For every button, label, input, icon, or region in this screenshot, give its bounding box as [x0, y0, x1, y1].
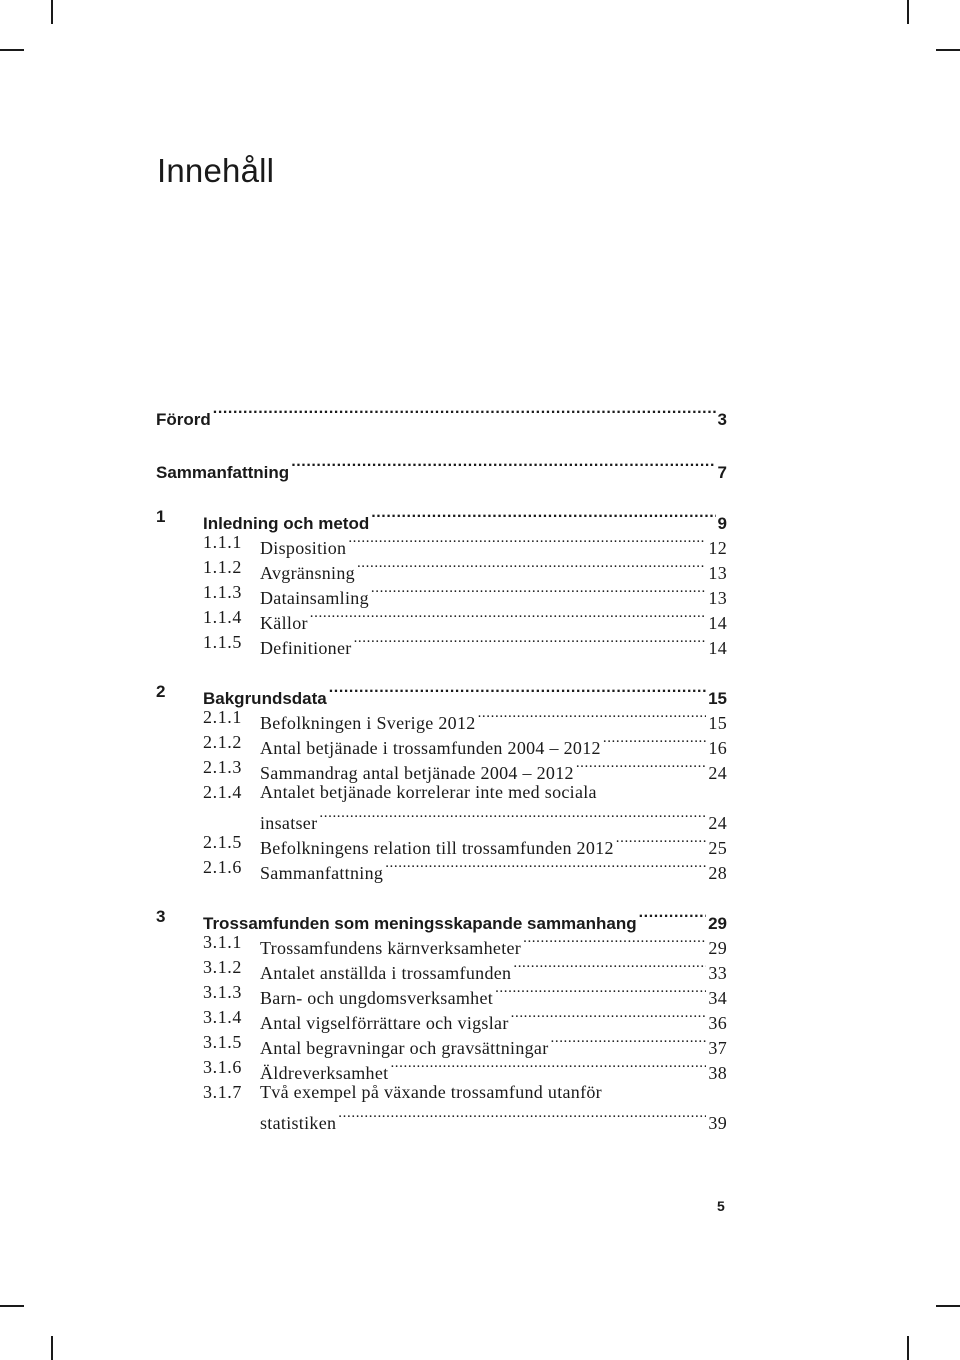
- crop-mark: [51, 1336, 53, 1360]
- toc-entry[interactable]: [260, 705, 727, 733]
- section-number: 3.1.1: [203, 932, 242, 952]
- dot-leader: [310, 605, 707, 629]
- section-number: 3.1.2: [203, 957, 242, 977]
- crop-mark: [51, 0, 53, 24]
- dot-leader: [329, 680, 706, 704]
- toc-entry[interactable]: [260, 630, 727, 658]
- toc-page-number: 29: [708, 914, 727, 933]
- toc-entry-label: Befolkningens relation till trossamfunden 2012: [260, 838, 614, 858]
- crop-mark: [0, 1305, 24, 1307]
- toc-page-number: 28: [708, 863, 727, 883]
- dot-leader: [338, 1105, 706, 1129]
- dot-leader: [354, 630, 707, 654]
- toc-page-number: 15: [708, 689, 727, 708]
- dot-leader: [390, 1055, 706, 1079]
- toc-entry[interactable]: [260, 530, 727, 558]
- toc-entry-label: Antal vigselförrättare och vigslar: [260, 1013, 509, 1033]
- dot-leader: [385, 855, 706, 879]
- toc-page-number: 16: [708, 738, 727, 758]
- toc-page-number: 13: [708, 563, 727, 583]
- chapter-number: 2: [156, 682, 166, 701]
- toc-page-number: 24: [708, 763, 727, 783]
- dot-leader: [513, 955, 706, 979]
- section-number: 2.1.1: [203, 707, 242, 727]
- page-title: Innehåll: [157, 152, 275, 189]
- toc-entry[interactable]: [260, 830, 727, 858]
- toc-entry-label: Två exempel på växande trossamfund utanför: [260, 1082, 602, 1102]
- toc-entry-label: Antal betjänade i trossamfunden 2004 – 2012: [260, 738, 601, 758]
- toc-entry-label: statistiken: [260, 1113, 337, 1133]
- toc-entry-label: Antalet anställda i trossamfunden: [260, 963, 512, 983]
- crop-mark: [936, 1305, 960, 1307]
- crop-mark: [907, 0, 909, 24]
- toc-entry-label: Bakgrundsdata: [203, 689, 327, 708]
- toc-page-number: 38: [708, 1063, 727, 1083]
- toc-entry[interactable]: [260, 555, 727, 583]
- toc-page-number: 29: [708, 938, 727, 958]
- toc-entry-label: Sammandrag antal betjänade 2004 – 2012: [260, 763, 574, 783]
- toc-entry-label: Trossamfunden som meningsskapande sammanhang: [203, 914, 637, 933]
- section-number: 2.1.6: [203, 857, 242, 877]
- section-number: 3.1.4: [203, 1007, 242, 1027]
- section-number: 1.1.1: [203, 532, 242, 552]
- section-number: 2.1.5: [203, 832, 242, 852]
- toc-page-number: 14: [708, 638, 727, 658]
- toc-entry[interactable]: [260, 730, 727, 758]
- crop-mark: [907, 1336, 909, 1360]
- toc-entry[interactable]: [260, 755, 727, 783]
- section-number: 2.1.2: [203, 732, 242, 752]
- dot-leader: [616, 830, 707, 854]
- toc-entry-label: Källor: [260, 613, 308, 633]
- toc-page-number: 33: [708, 963, 727, 983]
- dot-leader: [371, 580, 707, 604]
- dot-leader: [291, 454, 715, 478]
- toc-entry[interactable]: [260, 980, 727, 1008]
- dot-leader: [523, 930, 706, 954]
- dot-leader: [551, 1030, 707, 1054]
- toc-page-number: 24: [708, 813, 727, 833]
- toc-entry[interactable]: [156, 454, 727, 482]
- toc-page-number: 7: [717, 463, 727, 482]
- toc-entry-label: Disposition: [260, 538, 347, 558]
- section-number: 1.1.5: [203, 632, 242, 652]
- toc-entry[interactable]: [203, 505, 727, 533]
- section-number: 1.1.3: [203, 582, 242, 602]
- toc-entry[interactable]: [203, 905, 727, 933]
- dot-leader: [357, 555, 706, 579]
- toc-entry-label: Definitioner: [260, 638, 352, 658]
- toc-entry-label: Befolkningen i Sverige 2012: [260, 713, 476, 733]
- dot-leader: [495, 980, 706, 1004]
- section-number: 3.1.3: [203, 982, 242, 1002]
- toc-page-number: 39: [708, 1113, 727, 1133]
- chapter-number: 3: [156, 907, 166, 926]
- section-number: 3.1.5: [203, 1032, 242, 1052]
- toc-page-number: 37: [708, 1038, 727, 1058]
- section-number: 2.1.3: [203, 757, 242, 777]
- crop-mark: [0, 49, 24, 51]
- dot-leader: [639, 905, 706, 929]
- toc-page-number: 14: [708, 613, 727, 633]
- section-number: 2.1.4: [203, 782, 242, 802]
- dot-leader: [371, 505, 715, 529]
- toc-entry[interactable]: [260, 930, 727, 958]
- toc-page-number: 3: [717, 410, 727, 429]
- toc-entry-label: Inledning och metod: [203, 514, 370, 533]
- toc-page-number: 13: [708, 588, 727, 608]
- toc-entry[interactable]: [156, 401, 727, 429]
- toc-entry-label: Avgränsning: [260, 563, 355, 583]
- toc-entry-label: Trossamfundens kärnverksamheter: [260, 938, 522, 958]
- dot-leader: [213, 401, 716, 425]
- toc-entry[interactable]: [260, 1030, 727, 1058]
- toc-entry[interactable]: [260, 1055, 727, 1083]
- toc-entry[interactable]: [260, 855, 727, 883]
- toc-entry-label: Förord: [156, 410, 211, 429]
- dot-leader: [603, 730, 707, 754]
- toc-page-number: 36: [708, 1013, 727, 1033]
- toc-entry-label: Datainsamling: [260, 588, 369, 608]
- toc-entry[interactable]: [260, 1005, 727, 1033]
- toc-entry-label: insatser: [260, 813, 318, 833]
- toc-entry-label: Sammanfattning: [156, 463, 290, 482]
- dot-leader: [478, 705, 707, 729]
- toc-entry-label: Äldreverksamhet: [260, 1063, 389, 1083]
- toc-page-number: 12: [708, 538, 727, 558]
- toc-entry[interactable]: [260, 955, 727, 983]
- dot-leader: [319, 805, 706, 829]
- chapter-number: 1: [156, 507, 166, 526]
- toc-entry-label: Sammanfattning: [260, 863, 384, 883]
- toc-entry[interactable]: [260, 605, 727, 633]
- section-number: 3.1.7: [203, 1082, 242, 1102]
- crop-mark: [936, 49, 960, 51]
- dot-leader: [348, 530, 706, 554]
- toc-entry-label: Antal begravningar och gravsättningar: [260, 1038, 549, 1058]
- dot-leader: [511, 1005, 707, 1029]
- toc-entry-label: Barn- och ungdomsverksamhet: [260, 988, 494, 1008]
- page-number: 5: [717, 1198, 725, 1214]
- toc-entry-label: Antalet betjänade korrelerar inte med sociala: [260, 782, 597, 802]
- toc-entry[interactable]: [203, 680, 727, 708]
- toc-entry[interactable]: [260, 580, 727, 608]
- toc-page-number: 9: [717, 514, 727, 533]
- section-number: 1.1.2: [203, 557, 242, 577]
- toc-entry[interactable]: [260, 1105, 727, 1133]
- section-number: 3.1.6: [203, 1057, 242, 1077]
- toc-entry[interactable]: [260, 805, 727, 833]
- toc-page-number: 15: [708, 713, 727, 733]
- dot-leader: [576, 755, 707, 779]
- toc-page-number: 34: [708, 988, 727, 1008]
- section-number: 1.1.4: [203, 607, 242, 627]
- toc-page-number: 25: [708, 838, 727, 858]
